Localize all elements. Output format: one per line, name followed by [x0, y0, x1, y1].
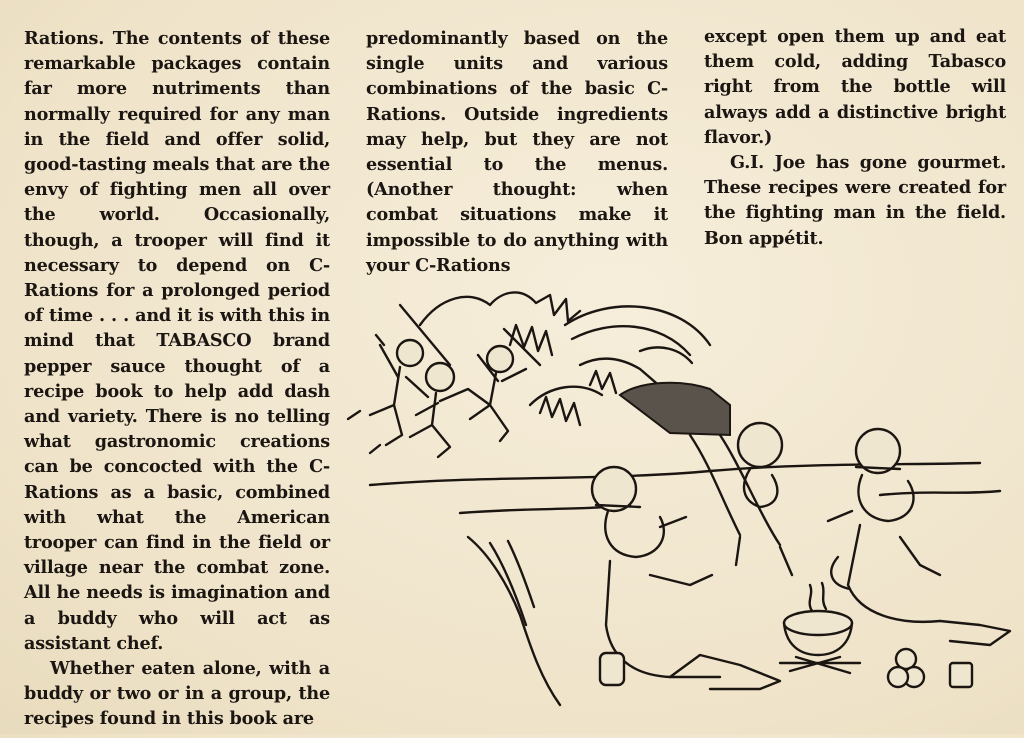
seated-soldier-right [828, 429, 1010, 645]
text-column-left [24, 26, 330, 732]
jungle-bushes [420, 292, 616, 425]
paragraph: except open them up and eat them cold, adding Tabasco right from the bottle will always add a distinctive bright flavor.) [704, 26, 1006, 148]
paragraph: Rations. The contents of these remarkable packages contain far more nutriments than normally required for any man in the field and offer solid, good-tasting meals that are the envy of fighting men all over the world. Occasionally, though, a trooper will find it necessary to depend on C-Rations for a prolonged period of time . . . and it is with this in mind that TABASCO brand pepper sauce thought of a recipe book to help add dash and variety. There is no telling what gastronomic creations can be concocted with the C-Rations as a basic, combined with what the American trooper can find in the field or village near the combat zone. All he needs is imagination and a buddy who will act as assistant chef. [24, 28, 330, 654]
text-column-middle [366, 26, 668, 278]
paragraph: predominantly based on the single units and various combinations of the basic C-Rations. Outside ingredients may help, but they are not essential to the menus. (Another thought: when combat situations make it impossible to do anything with your C-Rations [366, 28, 668, 276]
seated-soldier-left [592, 467, 780, 689]
motion-arc [565, 306, 710, 345]
paragraph: Whether eaten alone, with a buddy or two or in a group, the recipes found in this book are [24, 658, 330, 730]
charging-soldiers [348, 305, 540, 457]
paragraph: G.I. Joe has gone gourmet. These recipes were created for the fighting man in the field. Bon appétit. [704, 152, 1006, 249]
cartoon-illustration [340, 285, 1024, 734]
cooking-pot [780, 583, 972, 687]
text-column-right [704, 24, 1006, 251]
soldiers-cooking-drawing [340, 285, 1024, 734]
